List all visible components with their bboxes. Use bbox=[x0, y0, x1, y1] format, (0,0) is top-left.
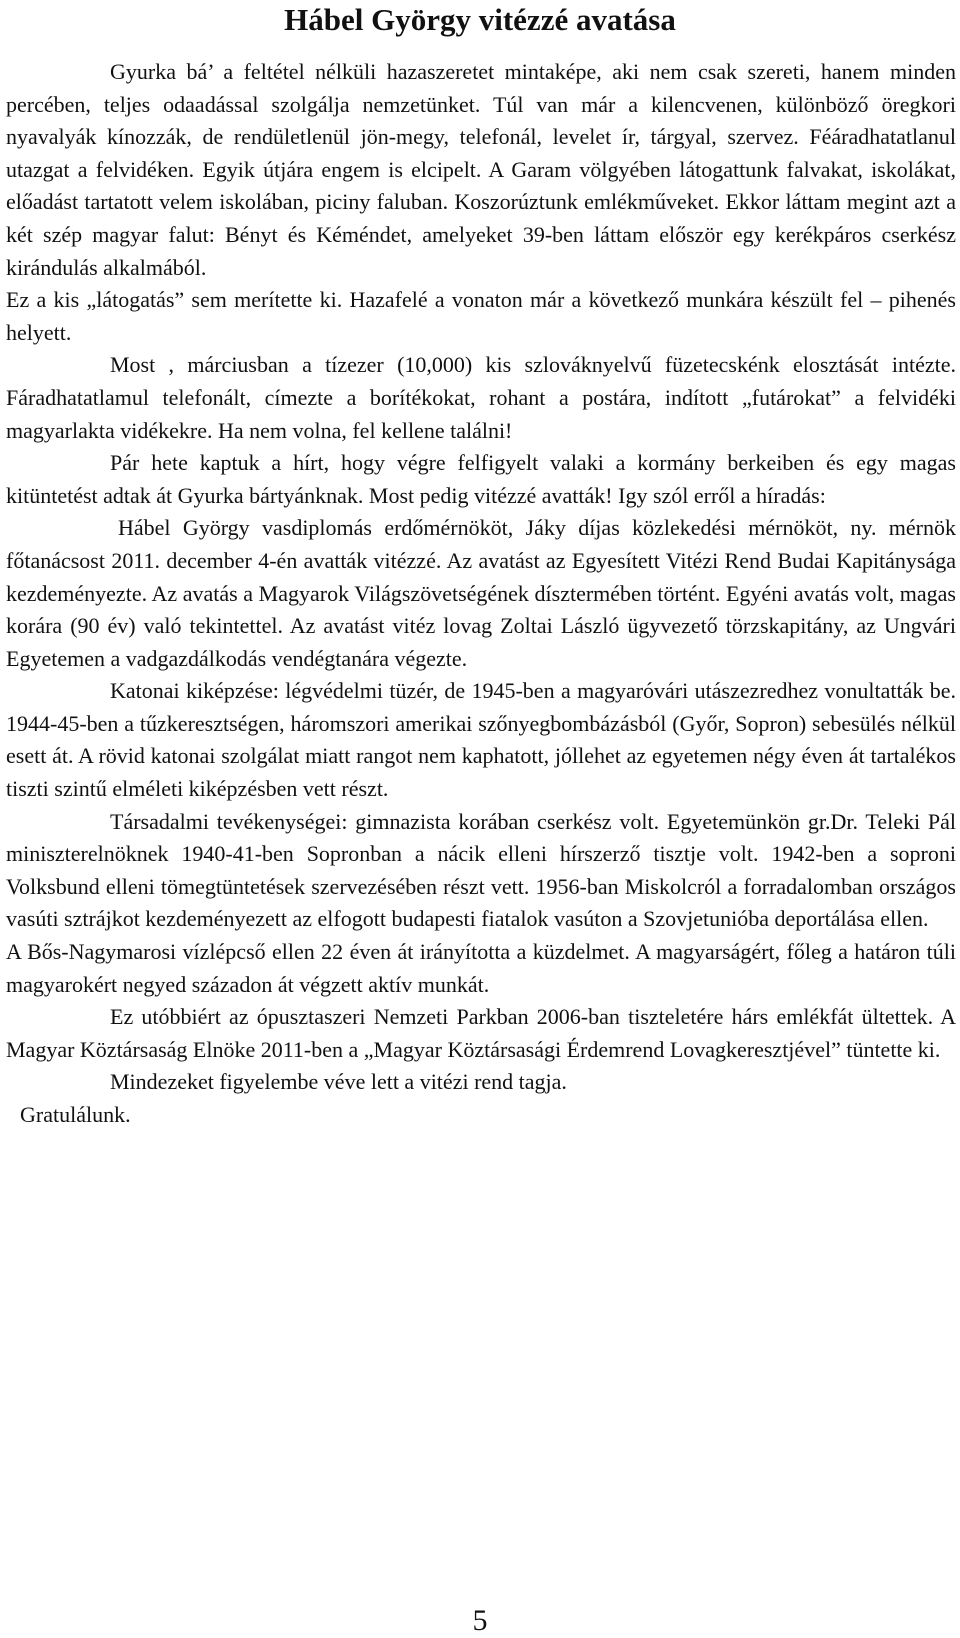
paragraph-announcement: Hábel György vasdiplomás erdőmérnököt, Jáky díjas közlekedési mérnököt, ny. mérnök főtanácsost 2011. december 4-én avatták vitézzé. Az avatást az Egyesített Vitézi Rend Budai Kapitánysága kezdeményezte. Az avatás a Magyarok Világszövetségének dísztermében történt. Egyéni avatás volt, magas korára (90 év) való tekintettel. Az avatást vitéz lovag Zoltai László ügyvezető törzskapitány, az Ungvári Egyetemen a vadgazdálkodás vendégtanára végezte. bbox=[6, 515, 956, 671]
page-number: 5 bbox=[472, 1604, 488, 1637]
paragraph-honors: Ez utóbbiért az ópusztaszeri Nemzeti Parkban 2006-ban tiszteletére hárs emlékfát ültettek. A Magyar Köztársaság Elnöke 2011-ben a „Magyar Köztársasági Érdemrend Lovagkeresztjével” tüntette ki. bbox=[6, 1004, 956, 1062]
paragraph-military: Katonai kiképzése: légvédelmi tüzér, de 1945-ben a magyaróvári utászezredhez vonultatták be. 1944-45-ben a tűzkeresztségen, háromszori amerikai szőnyegbombázásból (Győr, Sopron) sebesülés nélkül esett át. A rövid katonai szolgálat miatt rangot nem kaphatott, jóllehet az egyetemen négy éven át tartalékos tiszti szintű elméleti kiképzésben vett részt. bbox=[6, 678, 956, 802]
paragraph-membership: Mindezeket figyelembe véve lett a vitézi rend tagja. bbox=[110, 1069, 567, 1095]
page-title: Hábel György vitézzé avatása bbox=[284, 2, 676, 37]
paragraph-news: Pár hete kaptuk a hírt, hogy végre felfigyelt valaki a kormány berkeiben és egy magas kitüntetést adtak át Gyurka bártyánknak. Most pedig vitézzé avatták! Igy szól erről a híradás: bbox=[6, 450, 956, 508]
paragraph-booklets: Most , márciusban a tízezer (10,000) kis szlováknyelvű füzetecskénk elosztását intézte. Fáradhatatlamul telefonált, címezte a borítékokat, rohant a postára, indított „futárokat” a felvidéki magyarlakta vidékekre. Ha nem volna, fel kellene találni! bbox=[6, 352, 956, 443]
paragraph-visit: Ez a kis „látogatás” sem merítette ki. Hazafelé a vonaton már a következő munkára készült fel – pihenés helyett. bbox=[6, 287, 956, 345]
paragraph-social: Társadalmi tevékenységei: gimnazista korában cserkész volt. Egyetemünkön gr.Dr. Teleki Pál miniszterelnöknek 1940-41-ben Sopronban a nácik elleni hírszerző tisztje volt. 1942-ben a soproni Volksbund elleni tömegtüntetések szervezésében részt vett. 1956-ban Miskolcról a forradalomban országos vasúti sztrájkot kezdeményezett az elfogott budapesti fiatalok vasúton a Szovjetunióba deportálása ellen. bbox=[6, 808, 956, 932]
article-body bbox=[0, 56, 960, 1132]
closing-line: Gratulálunk. bbox=[20, 1102, 131, 1127]
paragraph-dam: A Bős-Nagymarosi vízlépcső ellen 22 éven át irányította a küzdelmet. A magyarságért, főleg a határon túli magyarokért negyed századon át végzett aktív munkát. bbox=[6, 939, 956, 997]
paragraph-intro: Gyurka bá’ a feltétel nélküli hazaszeretet mintaképe, aki nem csak szereti, hanem minden percében, teljes odaadással szolgálja nemzetünket. Túl van már a kilencvenen, különböző öregkori nyavalyák kínozzák, de rendületlenül jön-megy, telefonál, levelet ír, tárgyal, szervez. Féáradhatatlanul utazgat a felvidéken. Egyik útjára engem is elcipelt. A Garam völgyében látogattunk falvakat, iskolákat, előadást tartatott velem iskolában, piciny faluban. Koszorúztunk emlékműveket. Ekkor láttam megint azt a két szép magyar falut: Bényt és Kéméndet, amelyeket 39-ben láttam először egy kerékpáros cserkész kirándulás alkalmából. bbox=[6, 59, 956, 280]
